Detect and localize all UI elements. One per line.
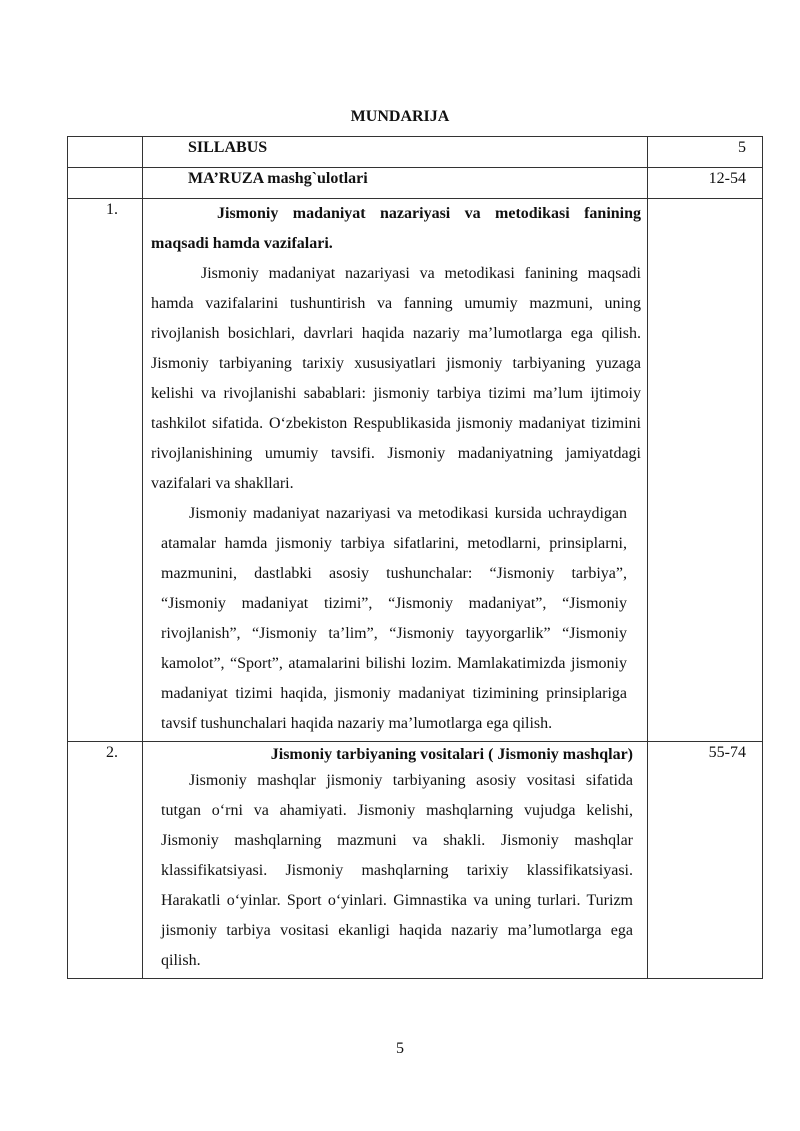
contents-table (67, 136, 763, 979)
table-row (68, 168, 763, 199)
page-number: 5 (396, 1040, 404, 1057)
topic-title: Jismoniy madaniyat nazariyasi va metodikasi fanining maqsadi hamda vazifalari. (151, 205, 641, 252)
row-label: MA’RUZA mashg`ulotlari (143, 168, 648, 199)
topic-paragraph: Jismoniy madaniyat nazariyasi va metodikasi fanining maqsadi hamda vazifalarini tushuntirish va fanning umumiy mazmuni, uning rivojlanish bosichlari, davrlari haqida nazariy ma’lumotlarga ega qilish. Jismoniy tarbiyaning tarixiy xususiyatlari jismoniy tarbiyaning yuzaga kelishi va rivojlanishi sabablari: jismoniy tarbiya tizimi ma’lum ijtimoiy tashkilot sifatida. O‘zbekiston Respublikasida jismoniy madaniyat tizimini rivojlanishining umumiy tavsifi. Jismoniy madaniyatning jamiyatdagi vazifalari va shakllari. (151, 265, 641, 492)
table-row (68, 199, 763, 742)
row-number (68, 137, 143, 168)
topic-cell (143, 742, 648, 979)
table-row (68, 742, 763, 979)
row-page (648, 199, 763, 742)
row-number: 1. (68, 199, 143, 742)
topic-paragraph: Jismoniy mashqlar jismoniy tarbiyaning asosiy vositasi sifatida tutgan o‘rni va ahamiyati. Jismoniy mashqlarning vujudga kelishi, Jismoniy mashqlarning mazmuni va shakli. Jismoniy mashqlar klassifikatsiyasi. Jismoniy mashqlarning tarixiy klassifikatsiyasi. Harakatli o‘yinlar. Sport o‘yinlari. Gimnastika va uning turlari. Turizm jismoniy tarbiya vositasi ekanligi haqida nazariy ma’lumotlarga ega qilish. (161, 772, 633, 969)
topic-title: Jismoniy tarbiyaning vositalari ( Jismoniy mashqlar) (270, 746, 633, 763)
row-page: 5 (648, 137, 763, 168)
row-label: SILLABUS (143, 137, 648, 168)
row-number (68, 168, 143, 199)
row-page: 12-54 (648, 168, 763, 199)
page-title: MUNDARIJA (350, 108, 450, 125)
row-number: 2. (68, 742, 143, 979)
topic-paragraph: Jismoniy madaniyat nazariyasi va metodikasi kursida uchraydigan atamalar hamda jismoniy tarbiya sifatlarini, metodlarni, prinsiplarni, mazmunini, dastlabki asosiy tushunchalar: “Jismoniy tarbiya”, “Jismoniy madaniyat tizimi”, “Jismoniy madaniyat”, “Jismoniy rivojlanish”, “Jismoniy ta’lim”, “Jismoniy tayyorgarlik” “Jismoniy kamolot”, “Sport”, atamalarini bilishi lozim. Mamlakatimizda jismoniy madaniyat tizimi haqida, jismoniy madaniyat tizimining prinsiplariga tavsif tushunchalari haqida nazariy ma’lumotlarga ega qilish. (161, 505, 627, 732)
topic-cell (143, 199, 648, 742)
row-page: 55-74 (648, 742, 763, 979)
table-row (68, 137, 763, 168)
